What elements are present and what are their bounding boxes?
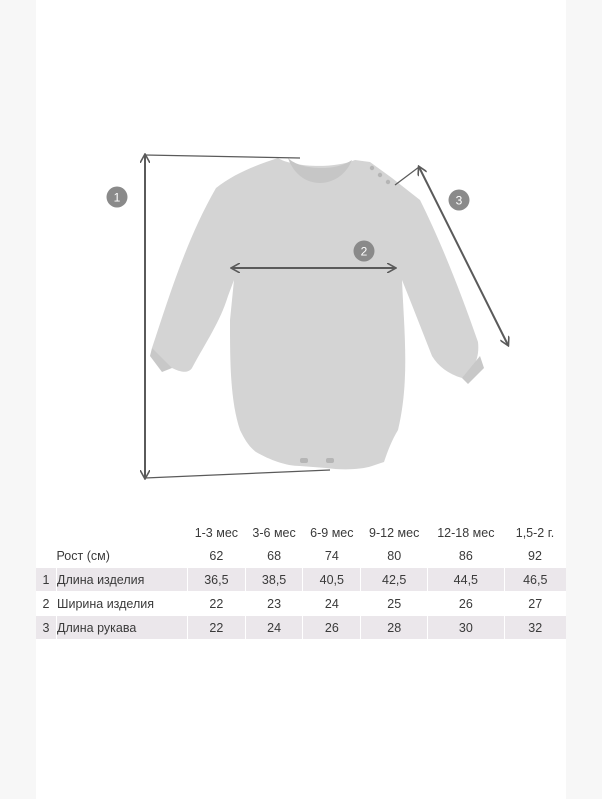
sleeve-guide: [395, 167, 419, 185]
svg-text:2: 2: [360, 244, 368, 259]
table-cell: 30: [428, 616, 504, 640]
table-cell: 92: [528, 549, 542, 563]
table-row: [36, 568, 566, 592]
table-cell: 25: [361, 592, 428, 616]
marker-sleeve: [449, 190, 470, 211]
row-number: 1: [36, 568, 57, 592]
table-cell: 42,5: [361, 568, 428, 592]
row-label: Ширина изделия: [57, 592, 188, 616]
table-cell: 24: [303, 592, 361, 616]
table-cell: 46,5: [504, 568, 566, 592]
table-cell: 26: [303, 616, 361, 640]
table-cell: 40,5: [303, 568, 361, 592]
snap-button: [378, 173, 382, 177]
bodysuit-shape: [152, 158, 478, 469]
size-header: 9-12 мес: [369, 526, 420, 540]
svg-text:3: 3: [455, 193, 463, 208]
table-cell: 27: [504, 592, 566, 616]
marker-width: [354, 241, 375, 262]
table-row: [36, 616, 566, 640]
size-header-row: [36, 522, 566, 544]
svg-text:1: 1: [113, 190, 121, 205]
table-cell: 32: [504, 616, 566, 640]
size-header: 12-18 мес: [437, 526, 495, 540]
row-label: Длина изделия: [57, 568, 188, 592]
table-cell: 22: [188, 616, 246, 640]
snap-button: [386, 180, 390, 184]
table-cell: 86: [458, 549, 473, 563]
row-number: 2: [36, 592, 57, 616]
crotch-snap: [326, 458, 334, 463]
table-row: [36, 592, 566, 616]
table-cell: 68: [267, 549, 282, 563]
size-header: 3-6 мес: [252, 526, 296, 540]
table-cell: 80: [387, 549, 402, 563]
table-cell: 22: [188, 592, 246, 616]
table-cell: 36,5: [188, 568, 246, 592]
row-label: Длина рукава: [57, 616, 188, 640]
height-row: [36, 544, 566, 568]
table-cell: 24: [245, 616, 303, 640]
size-header: 1,5-2 г.: [515, 526, 555, 540]
length-guide-top: [145, 155, 300, 158]
snap-button: [370, 166, 374, 170]
table-cell: 23: [245, 592, 303, 616]
table-cell: 44,5: [428, 568, 504, 592]
table-cell: 74: [324, 549, 339, 563]
table-cell: 28: [361, 616, 428, 640]
row-number: 3: [36, 616, 57, 640]
marker-length: [107, 187, 128, 208]
row-label: Рост (см): [56, 549, 110, 563]
size-header: 6-9 мес: [310, 526, 354, 540]
size-header: 1-3 мес: [194, 526, 239, 540]
size-table: [36, 522, 566, 640]
table-cell: 38,5: [245, 568, 303, 592]
crotch-snap: [300, 458, 308, 463]
table-cell: 62: [209, 549, 224, 563]
table-cell: 26: [428, 592, 504, 616]
length-guide-bottom: [145, 470, 330, 478]
